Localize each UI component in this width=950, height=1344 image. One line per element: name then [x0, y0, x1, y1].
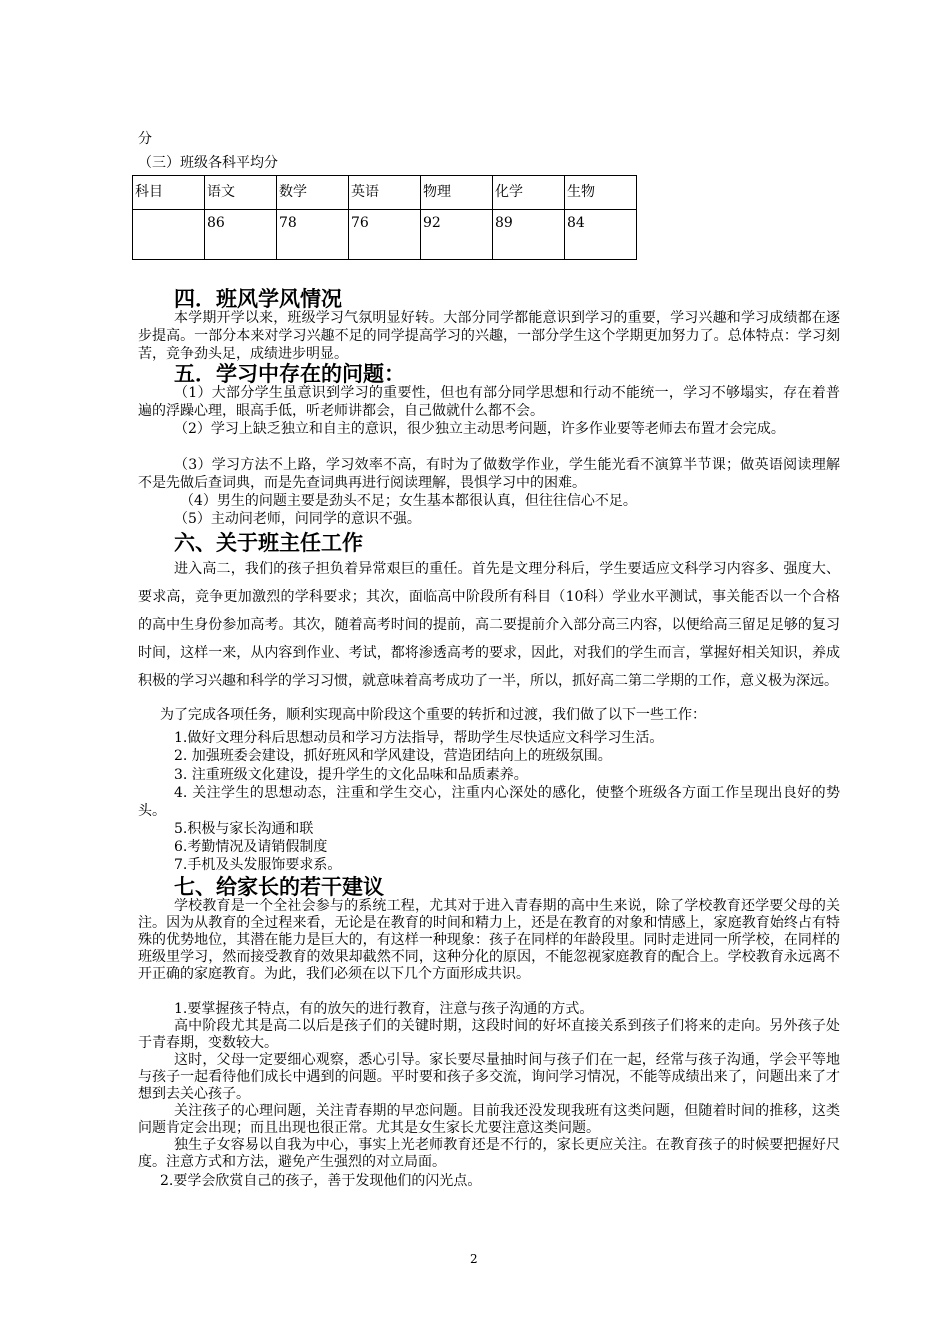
section-6-intro: 为了完成各项任务，顺利实现高中阶段这个重要的转折和过渡，我们做了以下一些工作： [160, 707, 706, 723]
page-number: 2 [470, 1252, 478, 1266]
table-cell: 78 [277, 210, 349, 260]
table-header-cell: 物理 [421, 176, 493, 210]
section-4-paragraph: 本学期开学以来，班级学习气氛明显好转。大部分同学都能意识到学习的重要，学习兴趣和学习成绩都在逐步提高。一部分本来对学习兴趣不足的同学提高学习的兴趣，一部分学生这个学期更加努力了。总体特点：学习刻苦，竞争劲头足，成绩进步明显。 [138, 310, 840, 362]
table-header-cell: 化学 [493, 176, 565, 210]
problem-item: （4）男生的问题主要是劲头不足；女生基本都很认真，但往往信心不足。 [180, 493, 637, 509]
section-5-heading: 五．学习中存在的问题： [174, 362, 405, 386]
table-row [133, 210, 637, 260]
work-item: 4. 关注学生的思想动态，注重和学生交心，注重内心深处的感化，使整个班级各方面工作呈现出良好的势头。 [138, 785, 840, 819]
problem-item: （3）学习方法不上路，学习效率不高，有时为了做数学作业，学生能光看不演算半节课；做英语阅读理解不是先做后查词典，而是先查词典再进行阅读理解，畏惧学习中的困难。 [138, 457, 840, 491]
table-title: （三）班级各科平均分 [138, 155, 278, 171]
table-cell: 84 [565, 210, 637, 260]
table-header-cell: 科目 [133, 176, 205, 210]
section-7-paragraph: 这时，父母一定要细心观察，悉心引导。家长要尽量抽时间与孩子们在一起，经常与孩子沟通，学会平等地与孩子一起看待他们成长中遇到的问题。平时要和孩子多交流，询问学习情况，不能等成绩出来了，问题出来了才想到去关心孩子。 [138, 1052, 840, 1102]
section-7-paragraph: 关注孩子的心理问题，关注青春期的早恋问题。目前我还没发现我班有这类问题，但随着时间的推移，这类问题肯定会出现；而且出现也很正常。尤其是女生家长尤要注意这类问题。 [138, 1103, 840, 1136]
table-cell [133, 210, 205, 260]
work-item: 5.积极与家长沟通和联 [174, 821, 314, 837]
section-7-paragraph: 独生子女容易以自我为中心，事实上光老师教育还是不行的，家长更应关注。在教育孩子的时候要把握好尺度。注意方式和方法，避免产生强烈的对立局面。 [138, 1137, 840, 1170]
work-item: 7.手机及头发服饰要求系。 [174, 857, 342, 873]
problem-item: （2）学习上缺乏独立和自主的意识，很少独立主动思考问题，许多作业要等老师去布置才会完成。 [174, 421, 785, 437]
work-item: 3. 注重班级文化建设，提升学生的文化品味和品质素养。 [174, 767, 528, 783]
table-cell: 89 [493, 210, 565, 260]
table-cell: 92 [421, 210, 493, 260]
section-6-paragraph: 进入高二，我们的孩子担负着异常艰巨的重任。首先是文理分科后，学生要适应文科学习内容多、强度大、要求高，竞争更加激烈的学科要求；其次，面临高中阶段所有科目（10科）学业水平测试，事关能否以一个合格的高中生身份参加高考。其次，随着高考时间的提前，高二要提前介入部分高三内容，以便给高三留足足够的复习时间，这样一来，从内容到作业、考试，都将渗透高考的要求，因此，对我们的学生而言，掌握好相关知识，养成积极的学习兴趣和科学的学习习惯，就意味着高考成功了一半，所以，抓好高二第二学期的工作，意义极为深远。 [138, 561, 840, 689]
average-score-table [132, 175, 637, 260]
section-7-paragraph: 学校教育是一个全社会参与的系统工程，尤其对于进入青春期的高中生来说，除了学校教育还学要父母的关注。因为从教育的全过程来看，无论是在教育的时间和精力上，还是在教育的对象和情感上，家庭教育始终占有特殊的优势地位，其潜在能力是巨大的，有这样一种现象：孩子在同样的年龄段里。同时走进同一所学校，在同样的班级里学习，然而接受教育的效果却截然不同，这种分化的原因，不能忽视家庭教育的配合上。学校教育永远离不开正确的家庭教育。为此，我们必须在以下几个方面形成共识。 [138, 898, 840, 982]
table-header-cell: 语文 [205, 176, 277, 210]
table-cell: 86 [205, 210, 277, 260]
section-7-heading: 七、给家长的若干建议 [174, 875, 384, 899]
table-header-cell: 生物 [565, 176, 637, 210]
problem-item: （1）大部分学生虽意识到学习的重要性，但也有部分同学思想和行动不能统一，学习不够塌实，存在着普遍的浮躁心理，眼高手低，听老师讲都会，自己做就什么都不会。 [138, 385, 840, 419]
work-item: 1.做好文理分科后思想动员和学习方法指导，帮助学生尽快适应文科学习生活。 [174, 730, 664, 746]
table-header-row [133, 176, 637, 210]
section-4-heading: 四．班风学风情况 [174, 287, 342, 311]
section-6-heading: 六、关于班主任工作 [174, 531, 363, 555]
carryover-text: 分 [138, 131, 152, 147]
problem-item: （5）主动问老师，问同学的意识不强。 [174, 511, 421, 527]
suggestion-point: 1.要掌握孩子特点，有的放矢的进行教育，注意与孩子沟通的方式。 [174, 1001, 594, 1017]
table-header-cell: 英语 [349, 176, 421, 210]
suggestion-point: 2.要学会欣赏自己的孩子，善于发现他们的闪光点。 [160, 1173, 482, 1189]
table-header-cell: 数学 [277, 176, 349, 210]
work-item: 2. 加强班委会建设，抓好班风和学风建设，营造团结向上的班级氛围。 [174, 748, 612, 764]
section-7-paragraph: 高中阶段尤其是高二以后是孩子们的关键时期，这段时间的好坏直接关系到孩子们将来的走向。另外孩子处于青春期，变数较大。 [138, 1018, 840, 1051]
work-item: 6.考勤情况及请销假制度 [174, 839, 328, 855]
table-cell: 76 [349, 210, 421, 260]
